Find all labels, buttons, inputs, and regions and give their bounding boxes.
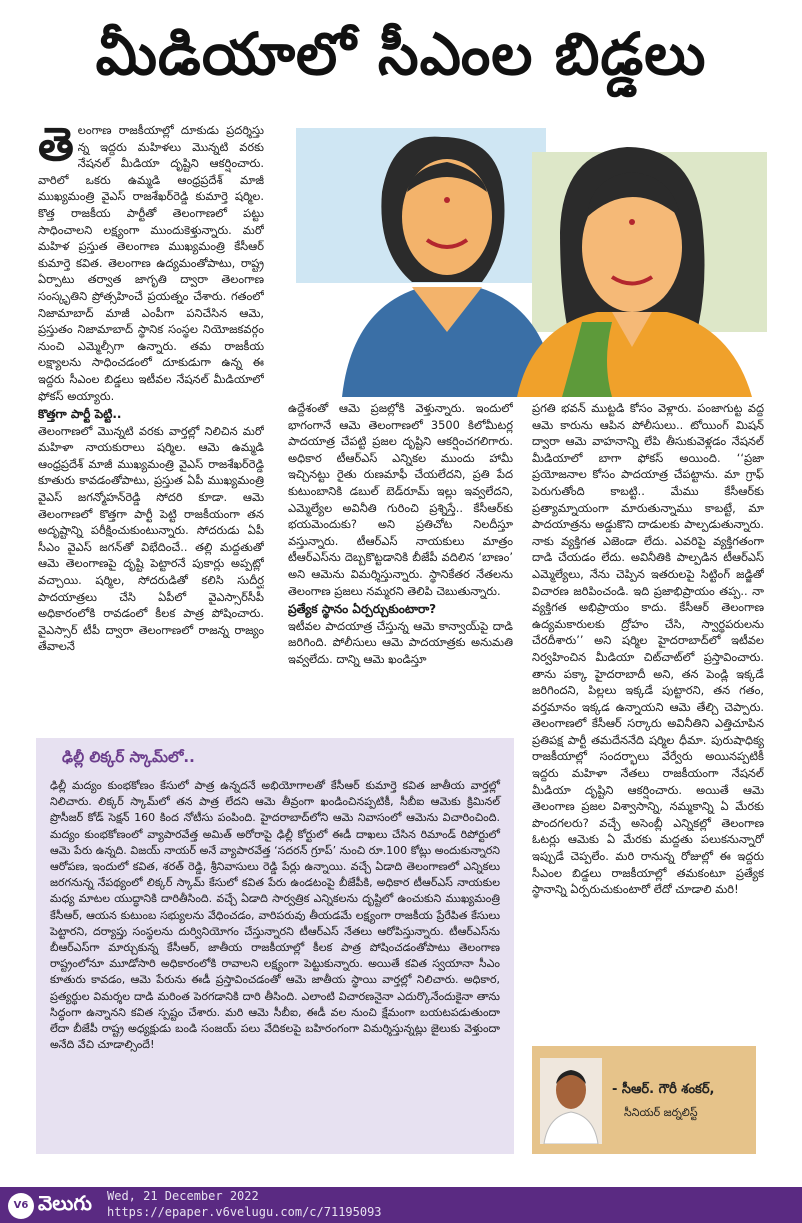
box-body: ఢిల్లీ మద్యం కుంభకోణం కేసులో పాత్ర ఉన్నదనే అభియోగాలతో కేసీఆర్‌ కుమార్తె కవిత జాతీయ వార్తల్లో నిలిచారు. లిక్కర్‌ స్కామ్‌లో తన పాత్ర లేదని ఆమె తీవ్రంగా ఖండించినప్పటికీ, సీబీఐ ఆమెకు క్రిమినల్‌ ప్రొసీజర్‌ కోడ్‌ సెక్షన్‌ 160 కింద నోటీసు పంపింది. హైదరాబాద్‌లోని ఆమె నివాసంలో ఆమెను విచారించింది. మద్యం కుంభకోణంలో వ్యాపారవేత్త అమిత్‌ అరోరాపై ఢిల్లీ కోర్టులో ఈడీ దాఖలు చేసిన రిమాండ్‌ రిపోర్టులో ఆమె పేరు ఉన్నది. విజయ్‌ నాయర్‌ అనే వ్యాపారవేత్త ‘సదరన్‌ గ్రూప్‌’ నుంచి రూ.100 కోట్లు అందుకున్నారని ఆరోపణ, ఇందులో కవిత, శరత్‌ రెడ్డి, శ్రీనివాసులు రెడ్డి పేర్లు ఉన్నాయి. వచ్చే ఏడాది తెలంగాణలో ఎన్నికలు జరగనున్న నేపథ్యంలో లిక్కర్‌ స్కామ్‌ కేసులో కవిత పేరు ఉండటంపై బీజేపీకి, అధికార టీఆర్‌ఎస్‌ నాయకుల మధ్య మాటల యుద్ధానికి దారితీసింది. వచ్చే ఏడాది సార్వత్రిక ఎన్నికలను దృష్టిలో ఉంచుకుని ముఖ్యమంత్రి కేసీఆర్‌, ఆయన కుటుంబ సభ్యులను వేధించడం, వారిపరువు తీయడమే లక్ష్యంగా రాజకీయ ప్రేరేపిత కేసులు పెట్టారని, దర్యాప్తు సంస్థలను దుర్వినియోగం చేస్తున్నారని టీఆర్‌ఎస్‌ నేతలు ఆరోపిస్తున్నారు. టీఆర్‌ఎస్‌ను బీఆర్‌ఎస్‌గా మార్చుకున్న కేసీఆర్‌, జాతీయ రాజకీయాల్లో కీలక పాత్ర పోషించడంతోపాటు తెలంగాణ రాష్ట్రంలోనూ మూడోసారి అధికారంలోకి రావాలని లక్ష్యంగా పెట్టుకున్నారు. అయితే కవిత స్వయానా సీఎం కూతురు కావడం, ఆమె పేరును ఈడీ ప్రస్తావించడంతో ఆమె జాతీయ స్థాయి వార్తల్లో నిలిచారు. అధికార, ప్రత్యర్థుల విమర్శల దాడి మరింత పెరగడానికి దారి తీసింది. ఎలాంటి విచారణనైనా ఎదుర్కొనేందుకైనా తాను సిద్ధంగా ఉన్నానని కవిత స్పష్టం చేశారు. మరి ఆమె సీబీఐ, ఈడీ వల నుంచి క్షేమంగా బయటపడుతుందా లేదా బీజేపీ రాష్ట్ర అధ్యక్షుడు బండి సంజయ్‌ పలు వేదికలపై బహిరంగంగా విమర్శిస్తున్నట్లు జైలుకు వెళ్తుందా అనేది వేచి చూడాల్సిందే! xyxy=(50,779,500,1052)
sharmila-paragraph: తెలంగాణలో మొన్నటి వరకు వార్తల్లో నిలిచిన మరో మహిళా నాయకురాలు షర్మిల. ఆమె ఉమ్మడి ఆంధ్రప్రదేశ్‌ మాజీ ముఖ్యమంత్రి వైఎస్‌ రాజశేఖర్‌రెడ్డి కూతురు కావడంతోపాటు, ప్రస్తుత ఏపీ ముఖ్యమంత్రి వైఎస్‌ జగన్మోహన్‌రెడ్డి సోదరి కూడా. ఆమె తెలంగాణలో కొత్తగా పార్టీ పెట్టి రాజకీయంగా తన అదృష్టాన్ని పరీక్షించుకుంటున్నారు. సోదరుడు ఏపీ సీఎం వైఎస్‌ జగన్‌తో విభేదించే.. తల్లి మద్దతుతో ఆమె తెలంగాణపై దృష్టి పెట్టారనే పుకార్లు అప్పట్లో వచ్చాయి. షర్మిల, సోదరుడితో కలిసి సుదీర్ఘ పాదయాత్రలు చేసి ఏపీలో వైఎస్సార్‌సీపీ అధికారంలోకి రావడంలో కీలక పాత్ర పోషించారు. వైఎస్సార్‌ టీపీ ద్వారా తెలంగాణలో రాజన్న రాజ్యం తేవాలనే xyxy=(38,423,264,654)
article-column-1 xyxy=(38,122,264,690)
author-role: సీనియర్‌ జర్నలిస్ట్‌ xyxy=(624,1106,698,1119)
logo-text: వెలుగు xyxy=(38,1191,92,1215)
article-column-3 xyxy=(532,400,764,1040)
box-title: ఢిల్లీ లిక్కర్‌ స్కామ్‌లో.. xyxy=(62,748,195,766)
pragathi-bhavan-paragraph: ప్రగతి భవన్‌ ముట్టడి కోసం వెళ్లారు. పంజాగుట్ట వద్ద ఆమె కారును ఆపిన పోలీసులు.. టోయింగ్‌ మిషన్‌ ద్వారా ఆమె వాహనాన్ని లేపి తీసుకువెళ్లడం నేషనల్‌ మీడియాలో బాగా ఫోకస్‌ అయింది. ‘‘ప్రజా ప్రయోజనాల కోసం పాదయాత్ర చేపట్టాను. మా గ్రాఫ్‌ పెరుగుతోంది కాబట్టి.. మేము కేసీఆర్‌కు ప్రత్యామ్నాయంగా మారుతున్నాము కాబట్టే, మా పాదయాత్రను అడ్డుకొని దాడులకు పాల్పడుతున్నారు. నాకు వ్యక్తిగత ఎజెండా లేదు. ఎవరిపై వ్యక్తిగతంగా దాడి చేయడం లేదు. అవినీతికి పాల్పడిన టీఆర్‌ఎస్‌ ఎమ్మెల్యేలు, నేను చెప్పిన ఇతరులపై సిట్టింగ్‌ జడ్జితో విచారణ జరిపించండి. ఇది ప్రజాభిప్రాయం తప్ప.. నా వ్యక్తిగత అభిప్రాయం కాదు. కేసీఆర్‌ తెలంగాణ ఉద్యమకారులకు ద్రోహం చేసి, స్వార్థపరులను చేరదీశారు’’ అని షర్మిల హైదరాబాద్‌లో ఇటీవల నిర్వహించిన మీడియా చిట్‌చాట్‌లో ప్రస్తావించారు. తాను పక్కా హైదరాబాదీ అని, తన పెండ్లి ఇక్కడే జరిగిందని, పిల్లలు ఇక్కడే పుట్టారని, తన గతం, వర్తమానం ఇక్కడ ఉన్నాయని ఆమె తేల్చి చెప్పారు. తెలంగాణలో కేసీఆర్‌ సర్కారు అవినీతిని ఎత్తిచూపిన ప్రతిపక్ష పార్టీ తమదేననేది షర్మిల ధీమా. పురుషాధిక్య రాజకీయాల్లో సందర్భాలు వేర్వేరు అయినప్పటికీ ఇద్దరు మహిళా నేతలు రాజకీయంగా నేషనల్‌ మీడియా దృష్టిని ఆకర్షించారు. అయితే ఆమె తెలంగాణ ప్రజల విశ్వాసాన్ని, నమ్మకాన్ని ఏ మేరకు పొందగలరు? వచ్చే అసెంబ్లీ ఎన్నికల్లో తెలంగాణ ఓటర్లు ఆమెకు ఏ మేరకు మద్దతు పలుకనున్నారో ఇప్పుడే చెప్పలేం. మరి రానున్న రోజుల్లో ఈ ఇద్దరు సీఎంల బిడ్డలు రాజకీయాల్లో తమకంటూ ప్రత్యేక స్థానాన్ని ఏర్పరుచుకుంటారో లేదో చూడాలి మరి! xyxy=(532,401,764,897)
author-portrait-icon xyxy=(540,1058,602,1144)
portrait-sketch xyxy=(282,122,770,397)
epaper-url[interactable]: https://epaper.v6velugu.com/c/71195093 xyxy=(107,1205,382,1219)
subhead-new-party: కొత్తగా పార్టీ పెట్టి.. xyxy=(38,407,122,422)
author-byline xyxy=(532,1046,756,1154)
padayatra-paragraph: ఉద్దేశంతో ఆమె ప్రజల్లోకి వెళ్తున్నారు. ఇందులో భాగంగానే ఆమె తెలంగాణలో 3500 కిలోమీటర్ల పాదయాత్ర చేపట్టి ప్రజల దృష్టిని ఆకర్షించగలిగారు. అధికార టీఆర్‌ఎస్‌ ఎన్నికల ముందు హామీ ఇచ్చినట్టు రైతు రుణమాఫీ చేయలేదని, ప్రతి పేద కుటుంబానికి డబుల్‌ బెడ్‌రూమ్‌ ఇల్లు ఇవ్వలేదని, ఎమ్మెల్యేల అవినీతి గురించి ప్రశ్నిస్తే.. కేసీఆర్‌కు భయమెందుకు? అని ప్రతిచోట నిలదీస్తూ వస్తున్నారు. టీఆర్‌ఎస్‌ నాయకులు మాత్రం టీఆర్‌ఎస్‌ను దెబ్బకొట్టడానికి బీజేపీ వదిలిన ‘బాణం’ అని ఆమెను విమర్శిస్తున్నారు. స్థానికేతర నేతలను తెలంగాణ ప్రజలు నమ్మరని తెలిపి చెబుతున్నారు. xyxy=(288,401,513,598)
v6-logo-icon: V6 xyxy=(8,1193,34,1219)
dropcap: తె xyxy=(38,122,74,171)
article-column-2 xyxy=(288,400,513,690)
epaper-footer xyxy=(0,1187,802,1223)
cover-illustration xyxy=(282,122,770,397)
headline-banner xyxy=(0,0,802,122)
liquor-scam-box xyxy=(36,738,514,1154)
headline: మీడియాలో సీఎంల బిడ్డలు xyxy=(95,19,707,88)
author-photo xyxy=(540,1058,602,1144)
subhead-special-place: ప్రత్యేక స్థానం ఏర్పర్చుకుంటారా? xyxy=(288,602,437,617)
v6-velugu-logo[interactable] xyxy=(8,1191,92,1220)
author-name: - సీఆర్‌. గౌరీ శంకర్‌, xyxy=(612,1082,715,1097)
intro-paragraph: లంగాణ రాజకీయాల్లో దూకుడు ప్రదర్శిస్తు న్న ఇద్దరు మహిళలు మొన్నటి వరకు నేషనల్ మీడియా దృష్టిని ఆకర్షించారు. వారిలో ఒకరు ఉమ్మడి ఆంధ్రప్రదేశ్‌ మాజీ ముఖ్యమంత్రి వైఎస్‌ రాజశేఖర్‌రెడ్డి కుమార్తె షర్మిల. కొత్త రాజకీయ పార్టీతో తెలంగాణలో పట్టు సాధించాలని లక్ష్యంగా ముందుకెళ్తున్నారు. మరో మహిళ ప్రస్తుత తెలంగాణ ముఖ్యమంత్రి కేసీఆర్‌ కుమార్తె కవిత. తెలంగాణ ఉద్యమంతోపాటు, రాష్ట్ర ఏర్పాటు తర్వాత జాగృతి ద్వారా తెలంగాణ సంస్కృతిని ప్రోత్సహించే ప్రయత్నం చేశారు. గతంలో నిజామాబాద్‌ మాజీ ఎంపీగా పనిచేసిన ఆమె, ప్రస్తుతం నిజామాబాద్‌ స్థానిక సంస్థల నియోజకవర్గం నుంచి ఎమ్మెల్సీగా ఉన్నారు. తమ రాజకీయ లక్ష్యాలను సాధించడంలో దూకుడుగా ఉన్న ఈ ఇద్దరు సీఎంల బిడ్డలు ఇటీవల నేషనల్‌ మీడియాలో ఫోకస్‌ అయ్యారు. xyxy=(38,123,264,403)
convoy-paragraph: ఇటీవల పాదయాత్ర చేస్తున్న ఆమె కాన్వాయ్‌పై దాడి జరిగింది. పోలీసులు ఆమె పాదయాత్రకు అనుమతి ఇవ్వలేదు. దాన్ని ఆమె ఖండిస్తూ xyxy=(288,618,513,666)
edition-date: Wed, 21 December 2022 xyxy=(107,1189,259,1203)
